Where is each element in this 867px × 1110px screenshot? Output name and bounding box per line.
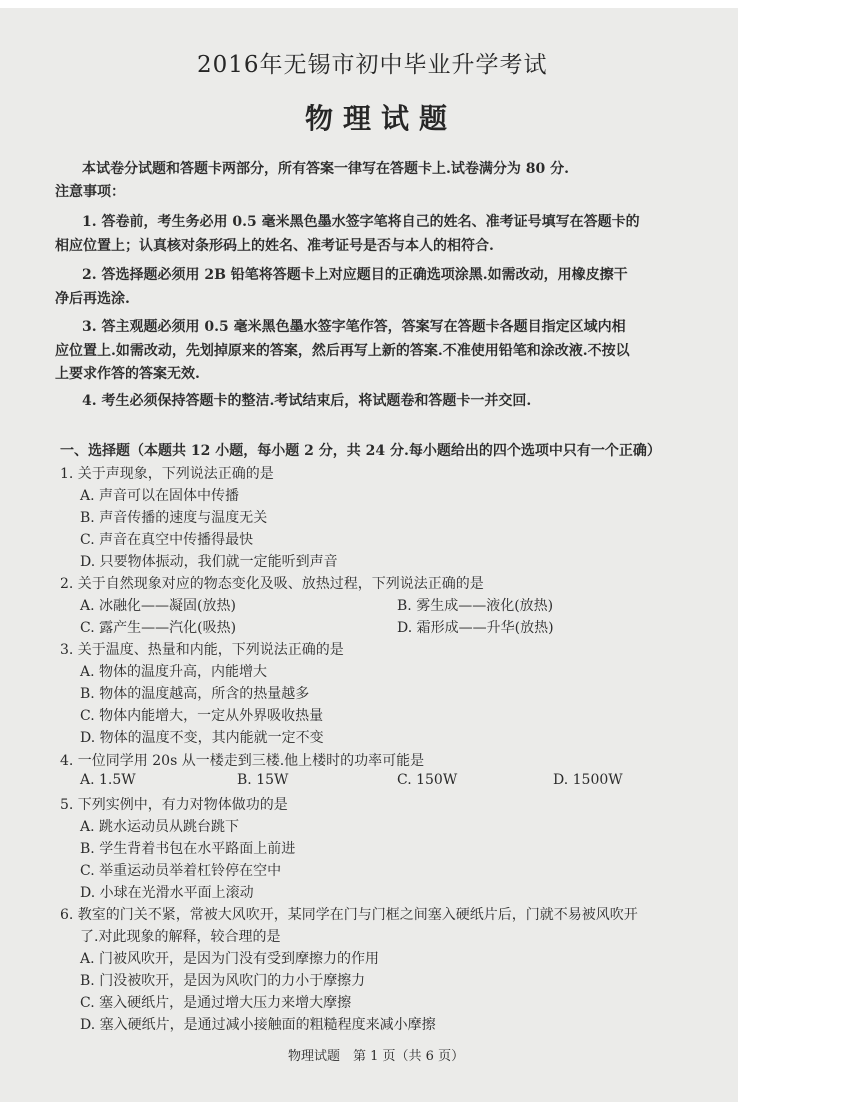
q5-option-c: C. 举重运动员举着杠铃停在空中: [80, 863, 282, 879]
note-1-line-1: 1. 答卷前，考生务必用 0.5 毫米黑色墨水签字笔将自己的姓名、准考证号填写在答题卡的: [82, 214, 640, 230]
page-footer: 物理试题 第 1 页（共 6 页）: [288, 1049, 465, 1064]
q2-option-a: A. 冰融化——凝固(放热): [80, 598, 236, 614]
q4-option-a: A. 1.5W: [80, 772, 136, 788]
note-3-line-3: 上要求作答的答案无效.: [55, 366, 200, 382]
q3-option-d: D. 物体的温度不变，其内能就一定不变: [80, 730, 324, 746]
q3-option-a: A. 物体的温度升高，内能增大: [80, 664, 268, 680]
q2-stem: 2. 关于自然现象对应的物态变化及吸、放热过程，下列说法正确的是: [60, 576, 484, 592]
q5-option-b: B. 学生背着书包在水平路面上前进: [80, 841, 296, 857]
exam-title: 2016年无锡市初中毕业升学考试: [197, 52, 548, 78]
q1-option-b: B. 声音传播的速度与温度无关: [80, 510, 268, 526]
note-3-line-2: 应位置上.如需改动，先划掉原来的答案，然后再写上新的答案.不准使用铅笔和涂改液.不按以: [55, 343, 630, 359]
section-heading: 一、选择题（本题共 12 小题，每小题 2 分，共 24 分.每小题给出的四个选项中只有一个正确）: [60, 443, 661, 459]
q1-option-a: A. 声音可以在固体中传播: [80, 488, 240, 504]
q4-option-c: C. 150W: [397, 772, 458, 788]
q4-stem: 4. 一位同学用 20s 从一楼走到三楼.他上楼时的功率可能是: [60, 753, 425, 769]
q5-stem: 5. 下列实例中，有力对物体做功的是: [60, 797, 288, 813]
q4-option-d: D. 1500W: [553, 772, 623, 788]
note-4-line-1: 4. 考生必须保持答题卡的整洁.考试结束后，将试题卷和答题卡一并交回.: [82, 393, 532, 409]
notice-label: 注意事项：: [55, 184, 125, 200]
q6-option-b: B. 门没被吹开，是因为风吹门的力小于摩擦力: [80, 973, 366, 989]
q1-option-c: C. 声音在真空中传播得最快: [80, 532, 254, 548]
q2-option-b: B. 雾生成——液化(放热): [397, 598, 554, 614]
q1-option-d: D. 只要物体振动，我们就一定能听到声音: [80, 554, 338, 570]
q6-option-c: C. 塞入硬纸片，是通过增大压力来增大摩擦: [80, 995, 352, 1011]
q6-option-d: D. 塞入硬纸片，是通过减小接触面的粗糙程度来减小摩擦: [80, 1017, 436, 1033]
q6-stem-line-1: 6. 教室的门关不紧，常被大风吹开，某同学在门与门框之间塞入硬纸片后，门就不易被风吹开: [60, 907, 638, 923]
note-1-line-2: 相应位置上；认真核对条形码上的姓名、准考证号是否与本人的相符合.: [55, 238, 494, 254]
q2-option-c: C. 露产生——汽化(吸热): [80, 620, 237, 636]
q2-option-d: D. 霜形成——升华(放热): [397, 620, 554, 636]
exam-paper: [0, 8, 738, 1102]
q1-stem: 1. 关于声现象，下列说法正确的是: [60, 466, 274, 482]
q6-option-a: A. 门被风吹开，是因为门没有受到摩擦力的作用: [80, 951, 380, 967]
note-2-line-2: 净后再选涂.: [55, 291, 130, 307]
q4-option-b: B. 15W: [237, 772, 289, 788]
note-2-line-1: 2. 答选择题必须用 2B 铅笔将答题卡上对应题目的正确选项涂黑.如需改动，用橡皮擦干: [82, 267, 628, 283]
intro-line: 本试卷分试题和答题卡两部分，所有答案一律写在答题卡上.试卷满分为 80 分.: [82, 161, 569, 177]
q3-option-b: B. 物体的温度越高，所含的热量越多: [80, 686, 310, 702]
q5-option-a: A. 跳水运动员从跳台跳下: [80, 819, 240, 835]
q3-option-c: C. 物体内能增大，一定从外界吸收热量: [80, 708, 324, 724]
q6-stem-line-2: 了.对此现象的解释，较合理的是: [80, 929, 281, 945]
note-3-line-1: 3. 答主观题必须用 0.5 毫米黑色墨水签字笔作答，答案写在答题卡各题目指定区域内相: [82, 319, 626, 335]
q5-option-d: D. 小球在光滑水平面上滚动: [80, 885, 254, 901]
q3-stem: 3. 关于温度、热量和内能，下列说法正确的是: [60, 642, 344, 658]
subject-title: 物理试题: [305, 102, 458, 135]
